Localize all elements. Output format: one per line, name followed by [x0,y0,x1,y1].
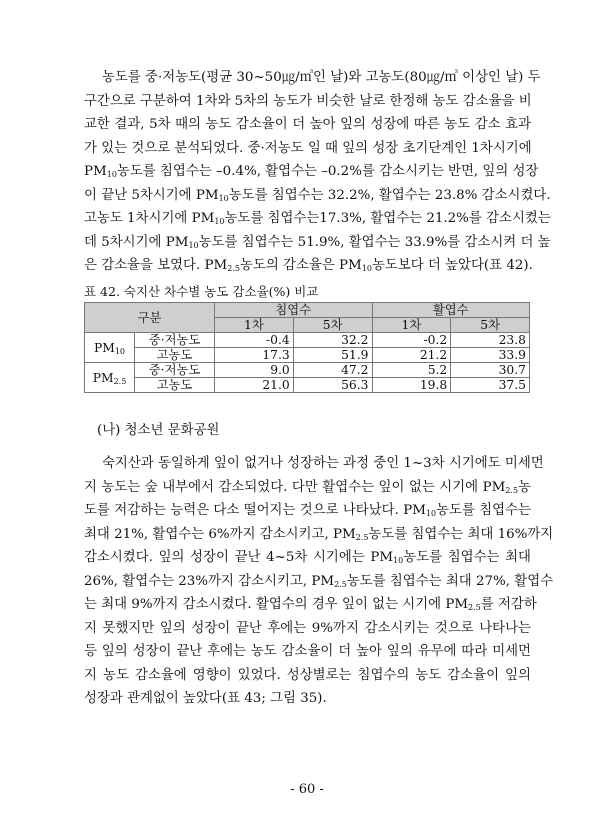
header-sub: 5차 [451,318,530,333]
text-line: 농도를 중·저농도(평균 30~50㎍/㎥인 날)와 고농도(80㎍/㎥ 이상인 날) 두 [102,70,541,85]
level-label: 고농도 [135,348,215,363]
text-line: 등 잎의 성장이 끝난 후에는 농도 감소율이 더 높아 잎의 유무에 따라 미세먼 [84,644,531,659]
value-cell: 17.3 [215,348,294,363]
text-line: 숙지산과 동일하게 잎이 없거나 성장하는 과정 중인 1~3차 시기에도 미세먼 [102,456,544,471]
text-line: 은 감소율을 보였다. $PM_{2.5}$농도의 감소율은 $PM_{10}$농도보다 더 높았다(표 42). [84,258,533,273]
header-sub: 1차 [215,318,294,333]
value-cell: 30.7 [451,363,530,378]
level-label: 고농도 [135,378,215,393]
value-cell: 37.5 [451,378,530,393]
text-line: 감소시켰다. 잎의 성장이 끝난 4~5차 시기에는 $PM_{10}$농도를 침엽수는 최대 [84,550,531,565]
header-conifer: 침엽수 [215,303,373,318]
pollutant-label: $PM_{2.5}$ [85,363,135,393]
text-line: 최대 21%, 활엽수는 6%까지 감소시키고, $PM_{2.5}$농도를 침엽수는 최대 16%까지 [84,526,554,542]
header-sub: 5차 [293,318,372,333]
value-cell: 23.8 [451,333,530,348]
value-cell: -0.4 [215,333,294,348]
paragraph-2 [84,452,554,711]
text-line: 가 있는 것으로 분석되었다. 중·저농도 일 때 잎의 성장 초기단계인 1차시기에 [84,140,532,156]
table-row [85,363,530,378]
text-line: 성장과 관계없이 높았다(표 43; 그림 35). [84,691,327,706]
text-line: 고농도 1차시기에 $PM_{10}$농도를 침엽수는17.3%, 활엽수는 21.2%를 감소시켰는 [84,211,551,226]
value-cell: 47.2 [293,363,372,378]
value-cell: -0.2 [372,333,451,348]
pollutant-label: $PM_{10}$ [85,333,135,363]
page-number: - 60 - [290,782,324,797]
text-line: $PM_{10}$농도를 침엽수는 –0.4%, 활엽수는 –0.2%를 감소시키는 반면, 잎의 성장 [84,164,539,179]
level-label: 중·저농도 [135,363,215,378]
value-cell: 33.9 [451,348,530,363]
section-title: (나) 청소년 문화공원 [97,423,220,438]
table-caption: 표 42. 숙지산 차수별 농도 감소율(%) 비교 [84,284,319,299]
table-row [85,333,530,348]
header-broadleaf: 활엽수 [372,303,530,318]
text-line: 지 못했지만 잎의 성장이 끝난 후에는 9%까지 감소시키는 것으로 나타나는 [84,620,531,636]
text-line: 지 농도 감소율에 영향이 있었다. 성상별로는 침엽수의 농도 감소율이 잎의 [84,667,531,683]
value-cell: 21.0 [215,378,294,393]
table-row [85,348,530,363]
value-cell: 9.0 [215,363,294,378]
text-line: 는 최대 9%까지 감소시켰다. 활엽수의 경우 잎이 없는 시기에 $PM_{2.5}$를 저감하 [84,597,537,612]
text-line: 도를 저감하는 능력은 다소 떨어지는 것으로 나타났다. $PM_{10}$농도를 침엽수는 [84,503,531,518]
level-label: 중·저농도 [135,333,215,348]
text-line: 구간으로 구분하여 1차와 5차의 농도가 비슷한 날로 한정해 농도 감소율을 비 [84,93,532,109]
value-cell: 5.2 [372,363,451,378]
value-cell: 21.2 [372,348,451,363]
text-line: 데 5차시기에 $PM_{10}$농도를 침엽수는 51.9%, 활엽수는 33.9%를 감소시켜 더 높 [84,234,551,250]
text-line: 26%, 활엽수는 23%까지 감소시키고, $PM_{2.5}$농도를 침엽수는 최대 27%, 활엽수 [84,573,554,589]
text-line: 지 농도는 숲 내부에서 감소되었다. 다만 활엽수는 잎이 없는 시기에 $PM_{2.5}$농 [84,479,531,495]
table-row [85,378,530,393]
paragraph-1 [84,66,551,278]
value-cell: 51.9 [293,348,372,363]
value-cell: 56.3 [293,378,372,393]
text-line: 교한 결과, 5차 때의 농도 감소율이 더 높아 잎의 성장에 따른 농도 감소 효과 [84,117,531,132]
header-sub: 1차 [372,318,451,333]
value-cell: 19.8 [372,378,451,393]
text-line: 이 끝난 5차시기에 $PM_{10}$농도를 침엽수는 32.2%, 활엽수는 23.8% 감소시켰다. [84,187,551,203]
reduction-rate-table [84,302,530,393]
value-cell: 32.2 [293,333,372,348]
header-category: 구분 [85,303,215,333]
